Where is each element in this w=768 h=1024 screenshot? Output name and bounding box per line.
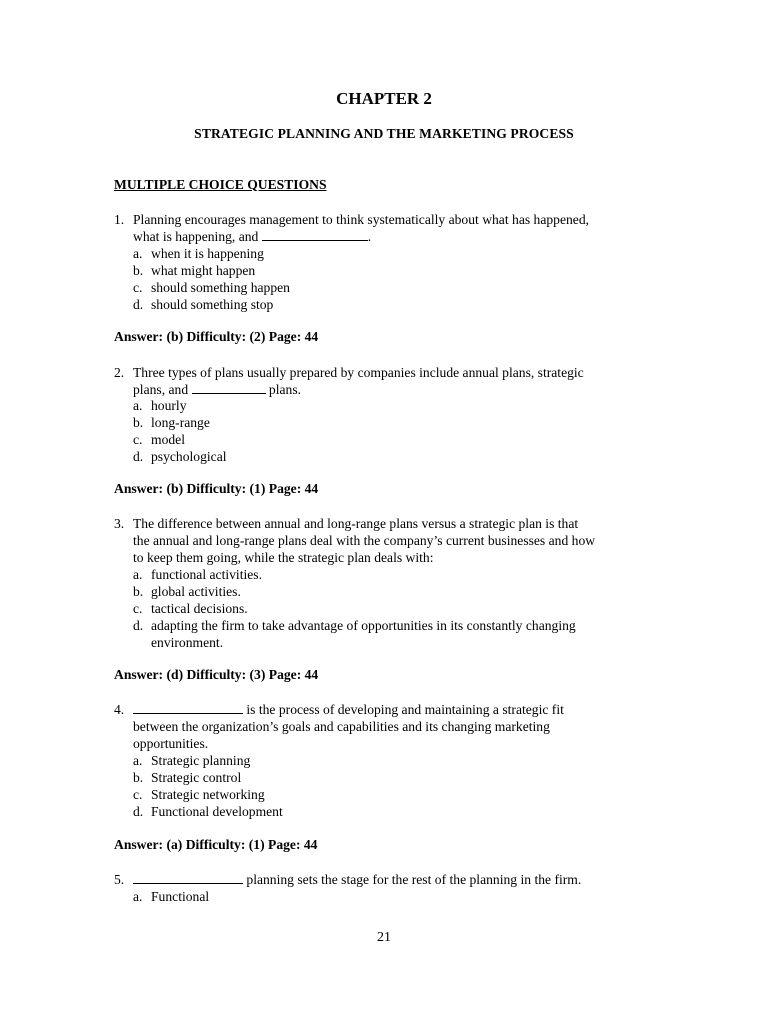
answer-blank — [133, 871, 243, 884]
option-text: functional activities. — [151, 567, 262, 582]
question-text: opportunities. — [133, 736, 209, 751]
option-text: long-range — [151, 415, 210, 430]
option-letter: d. — [133, 449, 144, 464]
question-number: 3. — [114, 516, 125, 531]
option-letter: b. — [133, 263, 144, 278]
option-letter: b. — [133, 415, 144, 430]
question-text: the annual and long-range plans deal with the company’s current businesses and how — [133, 533, 596, 548]
option-letter: a. — [133, 246, 143, 261]
answer-key: Answer: (d) Difficulty: (3) Page: 44 — [114, 667, 319, 682]
option-text: should something happen — [151, 280, 290, 295]
answer-key: Answer: (b) Difficulty: (1) Page: 44 — [114, 481, 319, 496]
chapter-subtitle: STRATEGIC PLANNING AND THE MARKETING PROCESS — [194, 126, 574, 141]
option-text: adapting the firm to take advantage of opportunities in its constantly changing — [151, 618, 576, 633]
option-text: hourly — [151, 398, 187, 413]
option-letter: b. — [133, 770, 144, 785]
option-letter: a. — [133, 398, 143, 413]
option-letter: d. — [133, 804, 144, 819]
option-text: global activities. — [151, 584, 241, 599]
option-text: psychological — [151, 449, 227, 464]
question-number: 5. — [114, 872, 125, 887]
page-number: 21 — [377, 930, 391, 945]
question-number: 4. — [114, 702, 125, 717]
answer-blank — [262, 228, 368, 241]
chapter-title: CHAPTER 2 — [336, 89, 432, 108]
option-letter: c. — [133, 432, 143, 447]
option-text: Functional — [151, 889, 210, 904]
option-text: what might happen — [151, 263, 256, 278]
option-letter: c. — [133, 280, 143, 295]
question-text: is the process of developing and maintaining a strategic fit — [133, 701, 564, 718]
question-text: The difference between annual and long-range plans versus a strategic plan is that — [133, 516, 579, 531]
question-text: planning sets the stage for the rest of the planning in the firm. — [133, 871, 581, 888]
section-heading: MULTIPLE CHOICE QUESTIONS — [114, 177, 327, 192]
question-number: 2. — [114, 365, 125, 380]
option-text: Strategic control — [151, 770, 242, 785]
option-letter: b. — [133, 584, 144, 599]
option-letter: d. — [133, 297, 144, 312]
option-text: model — [151, 432, 185, 447]
option-text: tactical decisions. — [151, 601, 248, 616]
answer-key: Answer: (b) Difficulty: (2) Page: 44 — [114, 329, 319, 344]
option-letter: a. — [133, 753, 143, 768]
question-text: between the organization’s goals and capabilities and its changing marketing — [133, 719, 550, 734]
option-text: Strategic networking — [151, 787, 265, 802]
question-text: plans, and plans. — [133, 382, 302, 397]
option-text: Functional development — [151, 804, 283, 819]
option-letter: a. — [133, 889, 143, 904]
option-letter: c. — [133, 787, 143, 802]
option-text: when it is happening — [151, 246, 264, 261]
question-text: Planning encourages management to think systematically about what has happened, — [133, 212, 590, 227]
question-number: 1. — [114, 212, 125, 227]
option-text-continued: environment. — [151, 635, 224, 650]
option-letter: c. — [133, 601, 143, 616]
answer-blank — [192, 381, 266, 394]
option-letter: d. — [133, 618, 144, 633]
option-letter: a. — [133, 567, 143, 582]
answer-key: Answer: (a) Difficulty: (1) Page: 44 — [114, 837, 318, 852]
option-text: Strategic planning — [151, 753, 251, 768]
option-text: should something stop — [151, 297, 274, 312]
question-text: what is happening, and . — [133, 229, 372, 244]
question-text: Three types of plans usually prepared by companies include annual plans, strategic — [133, 365, 584, 380]
answer-blank — [133, 701, 243, 714]
question-text: to keep them going, while the strategic plan deals with: — [133, 550, 434, 565]
